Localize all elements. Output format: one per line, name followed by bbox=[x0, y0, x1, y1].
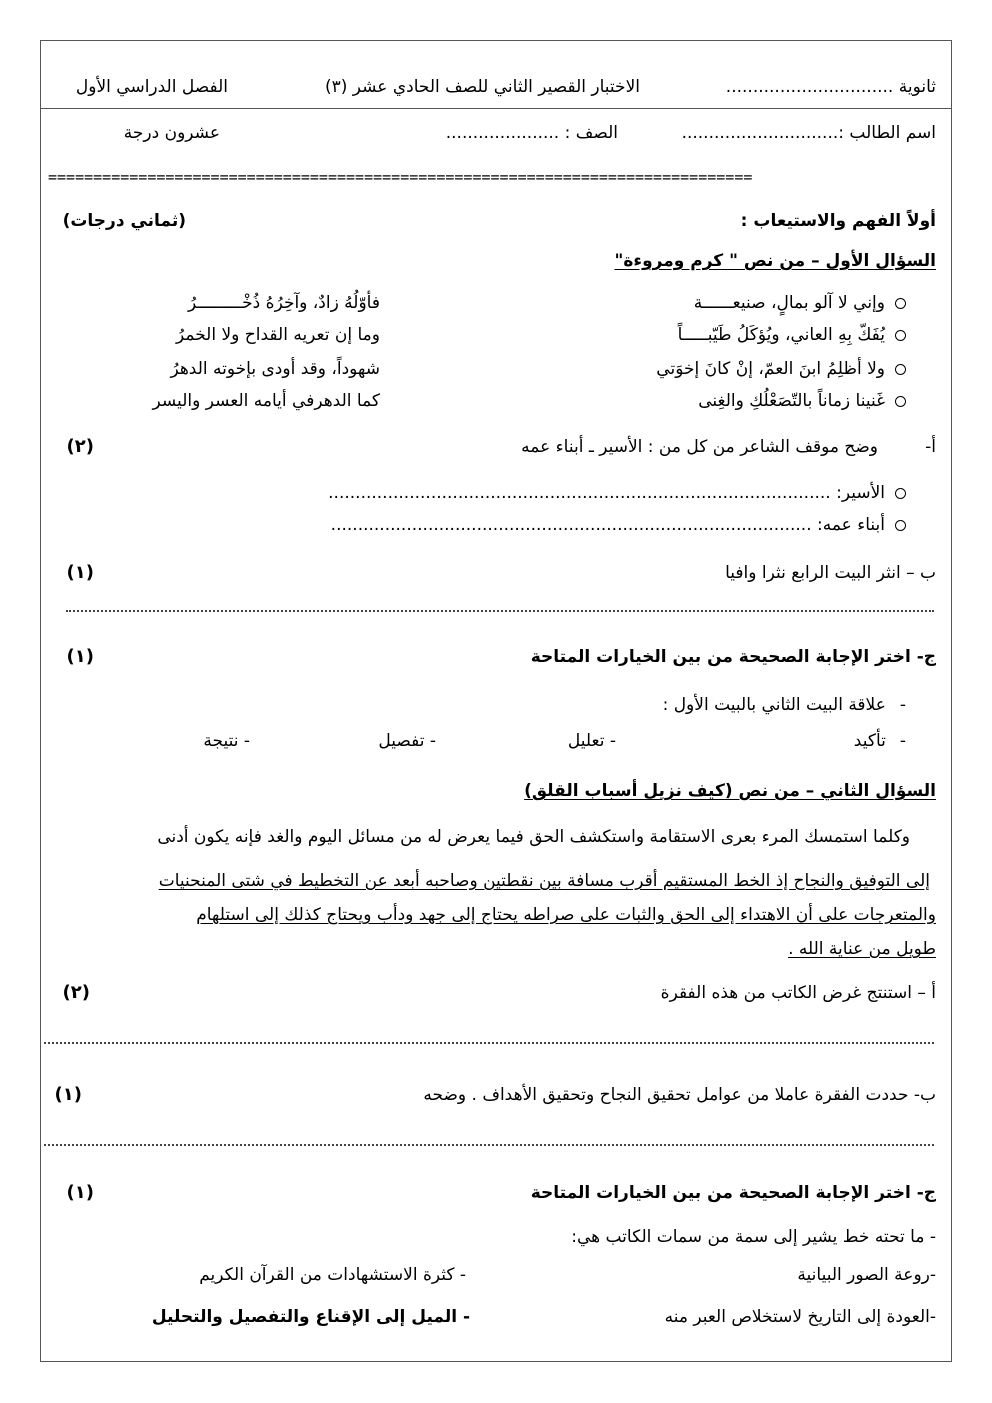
q2-c-text: ج- اختر الإجابة الصحيحة من بين الخيارات المتاحة bbox=[530, 1183, 936, 1203]
question-a-marks: (٢) bbox=[66, 436, 94, 457]
question-a-text: وضح موقف الشاعر من كل من : الأسير ـ أبناء عمه bbox=[521, 437, 878, 457]
question-c-text: ج- اختر الإجابة الصحيحة من بين الخيارات المتاحة bbox=[530, 647, 936, 667]
q2-a-text: أ – استنتج غرض الكاتب من هذه الفقرة bbox=[660, 983, 936, 1003]
question1-title: السؤال الأول – من نص " كرم ومروءة" bbox=[614, 251, 936, 271]
question-a-label: أ- bbox=[925, 437, 936, 457]
verse-4-first-half: غَنينا زماناً بالتّصَعْلُكِ والغِنى bbox=[698, 390, 906, 412]
total-marks: عشرون درجة bbox=[123, 123, 220, 143]
verse-3-second-half: شهوداً، وقد أودى بإخوته الدهرُ bbox=[170, 359, 380, 379]
option-persuasion[interactable]: - الميل إلى الإقناع والتفصيل والتحليل bbox=[151, 1307, 470, 1327]
section-heading: أولاً الفهم والاستيعاب : bbox=[740, 211, 936, 231]
option-imagery[interactable]: -روعة الصور البيانية bbox=[797, 1265, 936, 1285]
separator-line: ============================================================================== bbox=[48, 168, 753, 186]
answer-cousins-field[interactable]: أبناء عمه: ......................................................................................... bbox=[331, 514, 906, 536]
option-emphasis[interactable]: -تأكيد bbox=[853, 731, 906, 751]
passage-line-3: والمتعرجات على أن الاهتداء إلى الحق والثبات على صراطه يحتاج إلى جهد ودأب ويحتاج كذلك إلى استلهام bbox=[196, 905, 936, 925]
answer-line[interactable] bbox=[44, 1042, 934, 1044]
option-quran-citations[interactable]: - كثرة الاستشهادات من القرآن الكريم bbox=[199, 1265, 466, 1285]
bullet-icon bbox=[895, 298, 906, 309]
question-c-prompt: -علاقة البيت الثاني بالبيت الأول : bbox=[662, 695, 906, 715]
verse-4-second-half: كما الدهرفي أيامه العسر واليسر bbox=[152, 391, 380, 411]
passage-line-2: إلى التوفيق والنجاح إذ الخط المستقيم أقرب مسافة بين نقطتين وصاحبه أبعد عن التخطيط في شتى المنحنيات bbox=[158, 871, 930, 891]
question2-title: السؤال الثاني – من نص (كيف نزيل أسباب القلق) bbox=[524, 781, 936, 801]
bullet-icon bbox=[895, 520, 906, 531]
verse-2-second-half: وما إن تعريه القداح ولا الخمرُ bbox=[176, 325, 380, 345]
bullet-icon bbox=[895, 488, 906, 499]
question-b-marks: (١) bbox=[66, 562, 94, 583]
verse-3-first-half: ولا أظلِمُ ابنَ العمّ، إنْ كانَ إخوَتي bbox=[656, 358, 906, 380]
q2-c-marks: (١) bbox=[66, 1182, 94, 1203]
semester: الفصل الدراسي الأول bbox=[75, 77, 228, 97]
question-c-marks: (١) bbox=[66, 646, 94, 667]
verse-1-first-half: وإني لا آلو بمالٍ، صنيعــــــة bbox=[694, 292, 906, 314]
school-name: ثانوية ............................... bbox=[725, 77, 936, 97]
passage-line-1: وكلما استمسك المرء بعرى الاستقامة واستكشف الحق فيما يعرض له من مسائل اليوم والغد فإنه يكون أدنى bbox=[157, 827, 910, 847]
passage-line-4: طويل من عناية الله . bbox=[788, 939, 936, 959]
student-name-field: اسم الطالب :............................. bbox=[681, 123, 936, 143]
option-history[interactable]: -العودة إلى التاريخ لاستخلاص العبر منه bbox=[664, 1307, 936, 1327]
bullet-icon bbox=[895, 396, 906, 407]
verse-1-second-half: فأوّلُهُ زادٌ، وآخِرُهُ ذُخْـــــــــرُ bbox=[187, 293, 380, 313]
bullet-icon bbox=[895, 364, 906, 375]
class-field: الصف : ..................... bbox=[445, 123, 618, 143]
question-b-text: ب – انثر البيت الرابع نثرا وافيا bbox=[725, 563, 936, 583]
bullet-icon bbox=[895, 330, 906, 341]
section-marks: (ثماني درجات) bbox=[62, 211, 186, 231]
exam-title: الاختبار القصير الثاني للصف الحادي عشر (٣) bbox=[324, 77, 640, 97]
answer-line[interactable] bbox=[66, 610, 934, 612]
verse-2-first-half: يُفَكّ بِهِ العاني، ويُؤكَلُ طَيّبـــــاً bbox=[678, 324, 906, 346]
option-detail[interactable]: - تفصيل bbox=[378, 731, 436, 751]
q2-b-text: ب- حددت الفقرة عاملا من عوامل تحقيق النجاح وتحقيق الأهداف . وضحه bbox=[423, 1085, 936, 1105]
option-result[interactable]: - نتيجة bbox=[203, 731, 250, 751]
header-divider bbox=[40, 108, 952, 109]
answer-prisoner-field[interactable]: الأسير: ............................................................................................. bbox=[328, 482, 906, 504]
q2-a-marks: (٢) bbox=[62, 982, 90, 1003]
q2-b-marks: (١) bbox=[54, 1084, 82, 1105]
option-justification[interactable]: - تعليل bbox=[567, 731, 616, 751]
answer-line[interactable] bbox=[44, 1144, 934, 1146]
q2-c-prompt: - ما تحته خط يشير إلى سمة من سمات الكاتب هي: bbox=[571, 1227, 936, 1247]
